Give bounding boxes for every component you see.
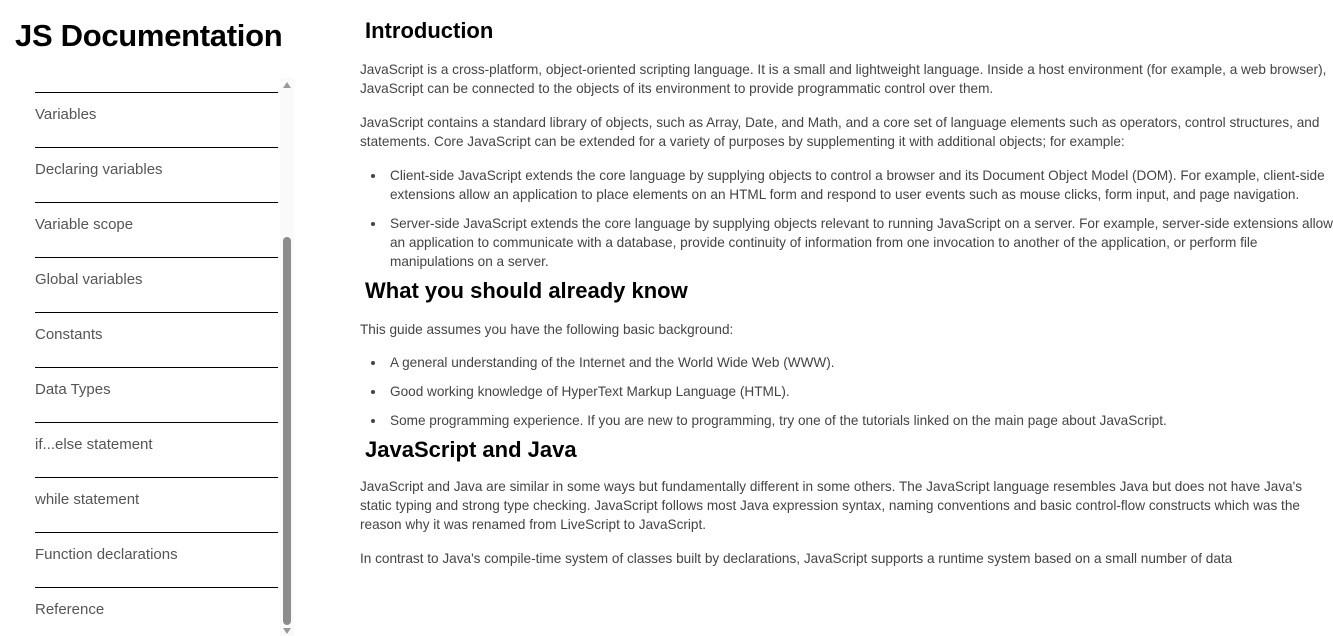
paragraph: In contrast to Java's compile-time system of classes built by declarations, JavaScript supports a runtime system based on a small number of data [360, 551, 1233, 566]
list-item: • Client-side JavaScript extends the core language by supplying objects to control a browser and its Document Object Model (DOM). For example, client-side extensions allow an application to place elements on an HTML form and respond to user events such as mouse clicks, form input, and page navigation. [386, 166, 1333, 204]
nav-link-declaring-variables[interactable]: Declaring variables [35, 147, 278, 202]
nav-link-constants[interactable]: Constants [35, 312, 278, 367]
site-title: JS Documentation [15, 18, 283, 53]
main-content [360, 0, 1333, 568]
paragraph: JavaScript and Java are similar in some ways but fundamentally different in some others. The JavaScript language resembles Java but does not have Java's static typing and strong type checking. JavaScript follows most Java expression syntax, naming conventions and basic control-flow constructs which was the reason why it was renamed from LiveScript to JavaScript. [360, 479, 1303, 532]
paragraph: JavaScript is a cross-platform, object-oriented scripting language. It is a small and lightweight language. Inside a host environment (for example, a web browser), JavaScript can be connected to the objects of its environment to provide programmatic control over them. [360, 62, 1327, 96]
nav-link-if-else[interactable]: if...else statement [35, 422, 278, 477]
scroll-up-arrow-icon[interactable] [283, 82, 291, 88]
scrollbar-thumb[interactable] [283, 237, 291, 625]
nav-link-function-declarations[interactable]: Function declarations [35, 532, 278, 587]
nav-link-while[interactable]: while statement [35, 477, 278, 532]
sidebar [0, 0, 300, 636]
nav-link-reference[interactable]: Reference [35, 587, 278, 636]
nav-link-variable-scope[interactable]: Variable scope [35, 202, 278, 257]
list-item: • A general understanding of the Internet and the World Wide Web (WWW). [386, 353, 1333, 372]
bullet-list [386, 353, 1333, 430]
list-item: • Server-side JavaScript extends the core language by supplying objects relevant to running JavaScript on a server. For example, server-side extensions allow an application to communicate with a database, provide continuity of information from one invocation to another of the application, or perform file manipulations on a server. [386, 214, 1333, 271]
list-item: • Some programming experience. If you are new to programming, try one of the tutorials linked on the main page about JavaScript. [386, 411, 1333, 430]
bullet-list [386, 166, 1333, 271]
list-item: • Good working knowledge of HyperText Markup Language (HTML). [386, 382, 1333, 401]
section-heading-what-you-should-know: What you should already know [365, 278, 688, 303]
nav-link-data-types[interactable]: Data Types [35, 367, 278, 422]
section-heading-introduction: Introduction [365, 18, 494, 43]
nav-link-global-variables[interactable]: Global variables [35, 257, 278, 312]
section-heading-javascript-and-java: JavaScript and Java [365, 437, 577, 462]
scroll-down-arrow-icon[interactable] [283, 628, 291, 634]
nav-list [35, 92, 278, 636]
paragraph: JavaScript contains a standard library of objects, such as Array, Date, and Math, and a core set of language elements such as operators, control structures, and statements. Core JavaScript can be extended for a variety of purposes by supplementing it with additional objects; for example: [360, 115, 1320, 149]
nav-link-variables[interactable]: Variables [35, 92, 278, 147]
paragraph: This guide assumes you have the following basic background: [360, 322, 734, 337]
nav-scrollbar[interactable] [280, 78, 294, 636]
